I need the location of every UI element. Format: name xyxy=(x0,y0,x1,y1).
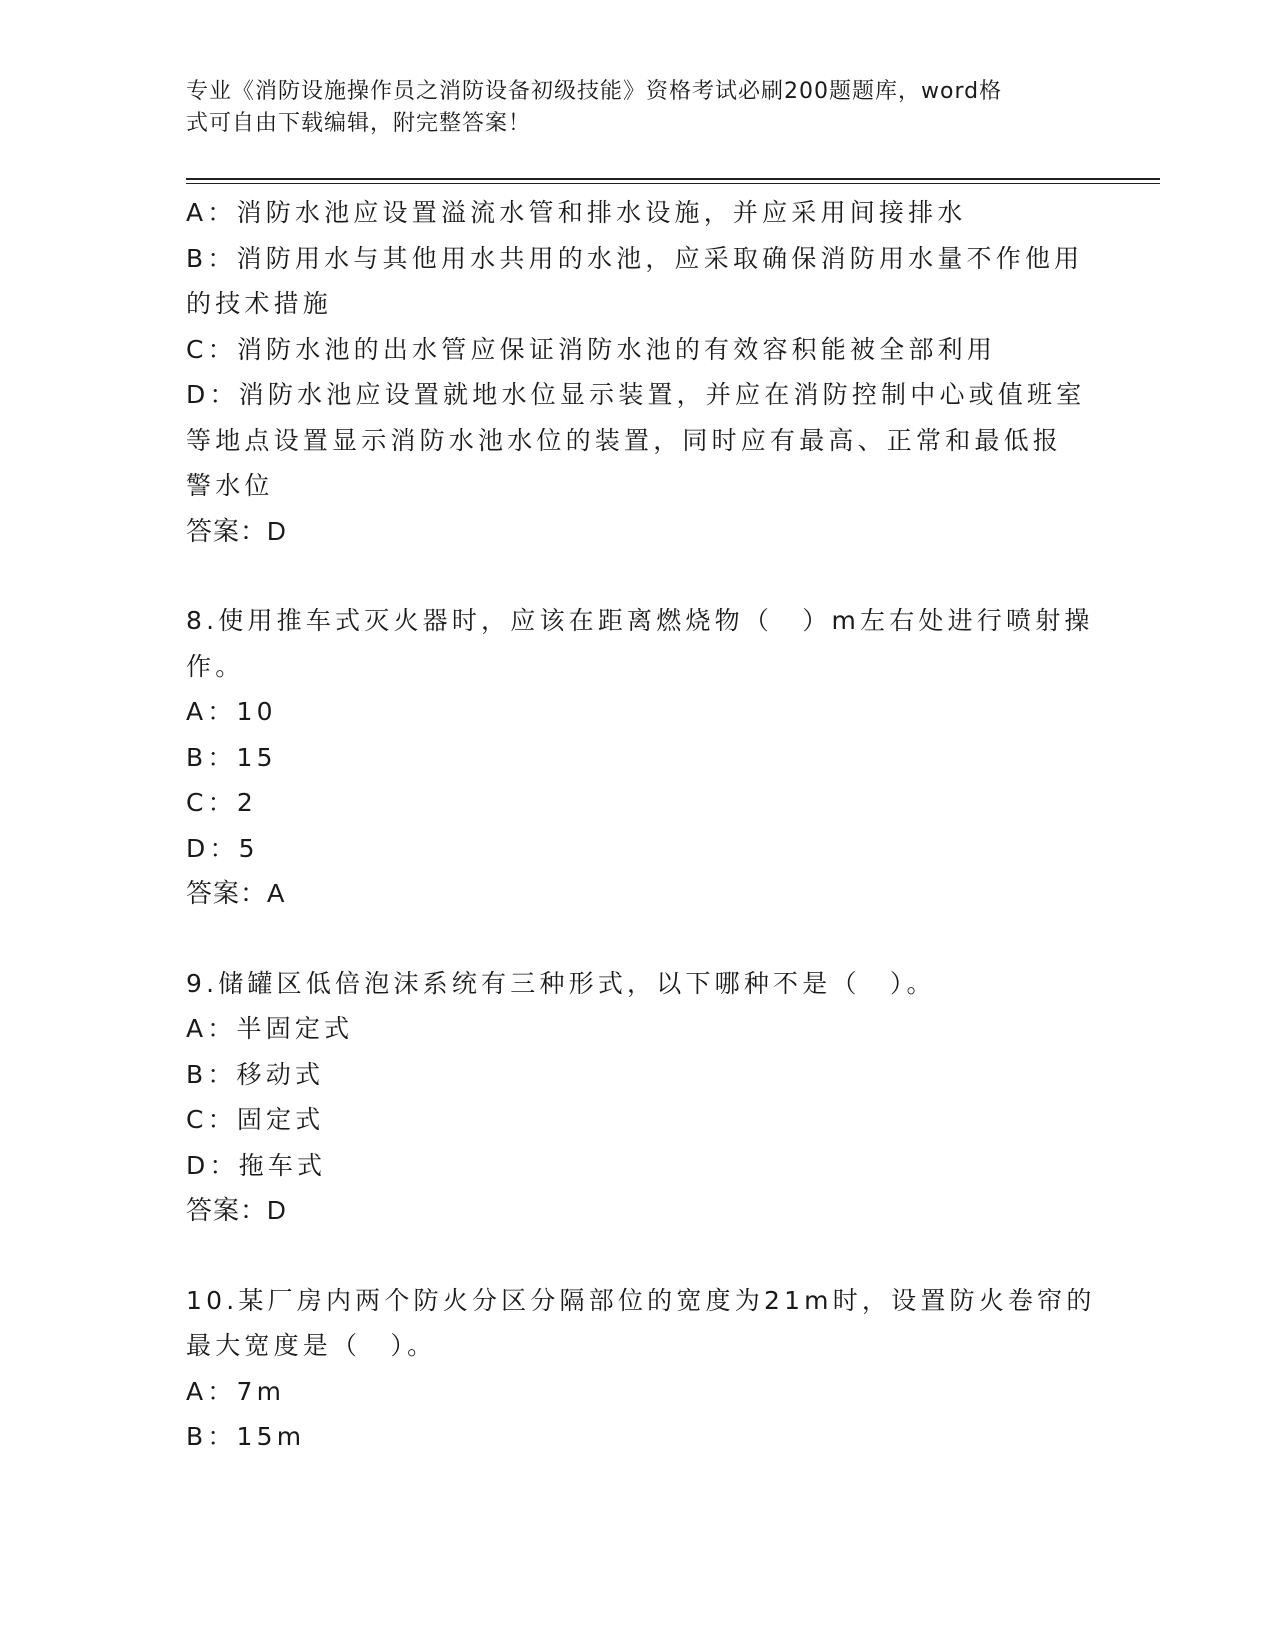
q9-option-c: C：固定式 xyxy=(186,1105,325,1134)
document-header xyxy=(186,76,1066,140)
q10-option-a: A：7m xyxy=(186,1376,286,1406)
q10-option-b: B：15m xyxy=(186,1422,306,1451)
q8-question-line2: 作。 xyxy=(186,651,245,681)
question-10-block xyxy=(186,1278,1096,1460)
q7-option-c: C：消防水池的出水管应保证消防水池的有效容积能被全部利用 xyxy=(186,334,997,364)
spacer xyxy=(186,554,1086,598)
header-line-1: 专业《消防设施操作员之消防设备初级技能》资格考试必刷200题题库，word格 xyxy=(186,79,1003,104)
q9-option-a: A：半固定式 xyxy=(186,1014,354,1043)
question-8-block xyxy=(186,598,1094,917)
q8-answer: 答案：A xyxy=(186,878,286,908)
q8-option-a: A：10 xyxy=(186,697,277,726)
q7-option-d-line1: D：消防水池应设置就地水位显示装置，并应在消防控制中心或值班室 xyxy=(186,380,1086,409)
q7-option-d-line3: 警水位 xyxy=(186,471,274,500)
header-line-2: 式可自由下载编辑，附完整答案！ xyxy=(186,111,532,136)
q8-question-line1: 8.使用推车式灭火器时，应该在距离燃烧物（ ）m左右处进行喷射操 xyxy=(186,606,1094,635)
header-divider xyxy=(186,178,1160,184)
q8-option-c: C：2 xyxy=(186,788,257,817)
question-9-block xyxy=(186,961,1086,1234)
q10-question-line2: 最大宽度是（ ）。 xyxy=(186,1331,437,1360)
question-list xyxy=(186,190,1096,1460)
q8-option-d: D：5 xyxy=(186,833,259,863)
q7-option-b-line1: B：消防用水与其他用水共用的水池，应采取确保消防用水量不作他用 xyxy=(186,243,1084,273)
q7-option-b-line2: 的技术措施 xyxy=(186,289,333,318)
q7-answer: 答案：D xyxy=(186,515,287,546)
q8-option-b: B：15 xyxy=(186,742,277,772)
question-7-block xyxy=(186,190,1086,554)
q7-option-d-line2: 等地点设置显示消防水池水位的装置，同时应有最高、正常和最低报 xyxy=(186,425,1063,455)
spacer xyxy=(186,1234,1086,1278)
q9-question: 9.储罐区低倍泡沫系统有三种形式，以下哪种不是（ ）。 xyxy=(186,968,936,998)
q9-option-d: D：拖车式 xyxy=(186,1150,327,1180)
q9-option-b: B：移动式 xyxy=(186,1059,325,1089)
spacer xyxy=(186,917,1086,961)
q9-answer: 答案：D xyxy=(186,1195,287,1225)
q7-option-a: A：消防水池应设置溢流水管和排水设施，并应采用间接排水 xyxy=(186,198,967,227)
q10-question-line1: 10.某厂房内两个防火分区分隔部位的宽度为21m时，设置防火卷帘的 xyxy=(186,1285,1096,1315)
